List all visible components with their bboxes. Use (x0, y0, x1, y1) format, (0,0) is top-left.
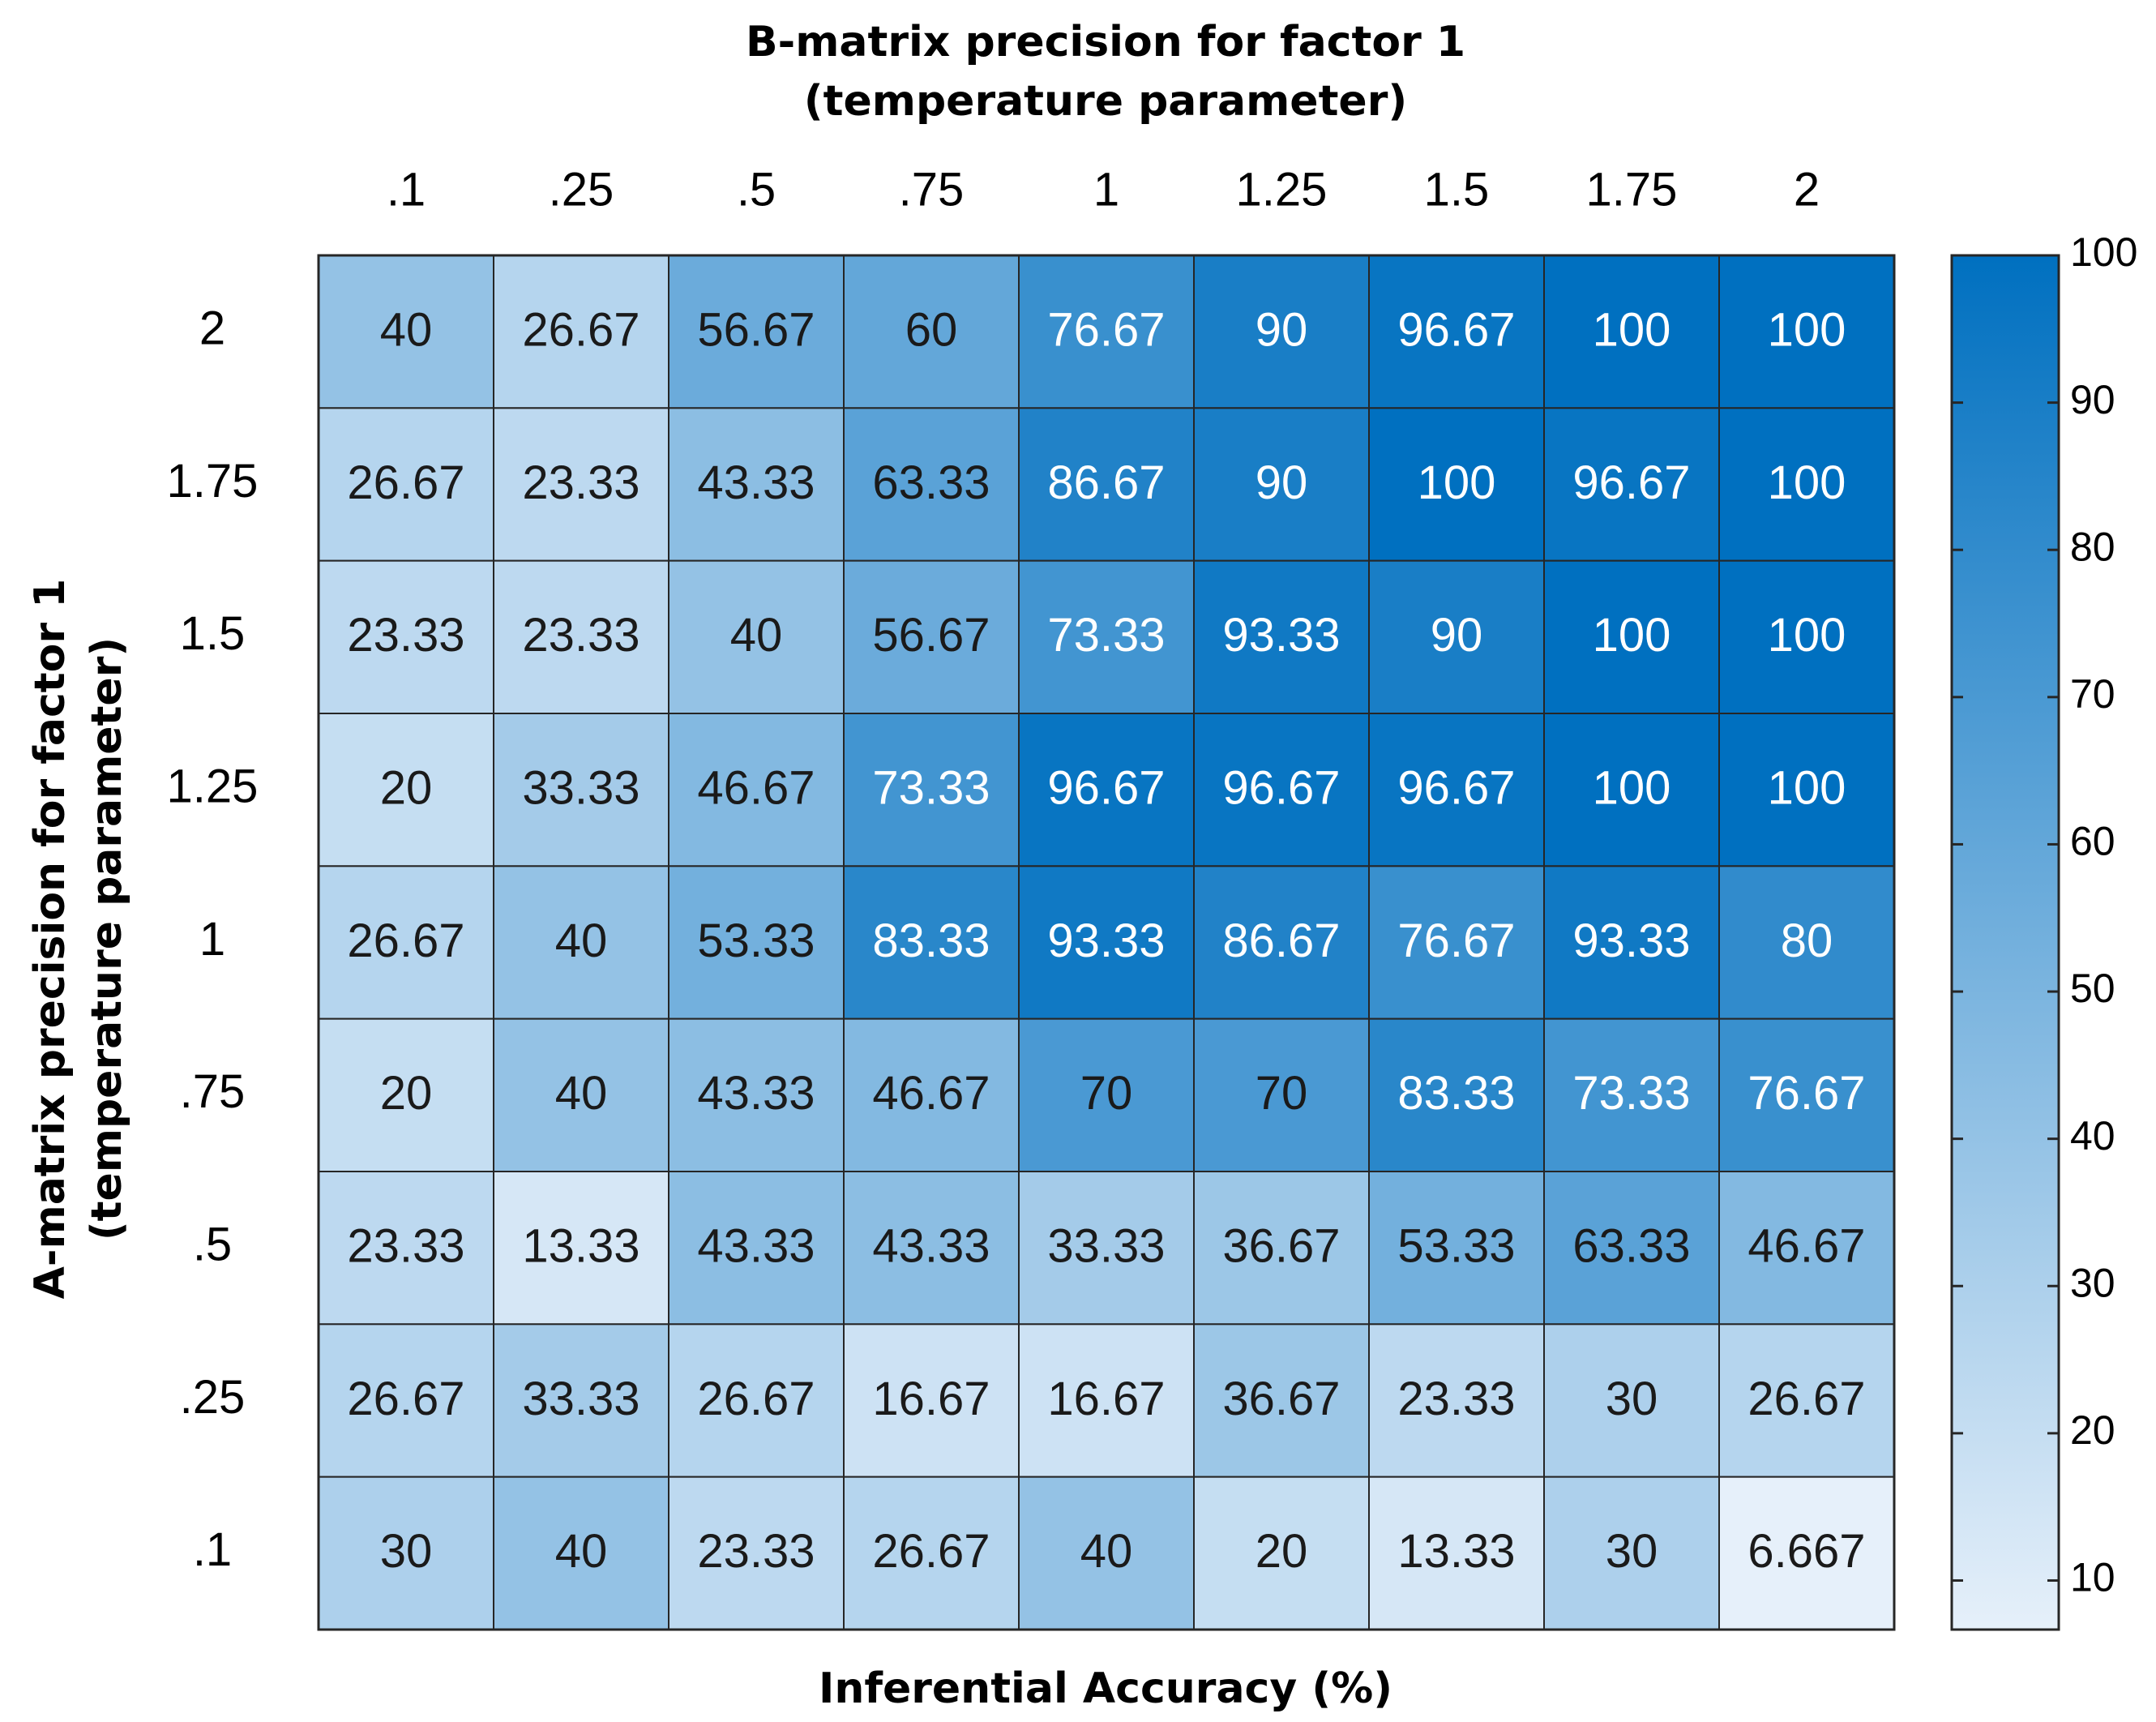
cell-value-label: 23.33 (347, 609, 465, 662)
cell-value-label: 43.33 (697, 456, 815, 509)
y-tick-label: .25 (179, 1370, 246, 1424)
colorbar-tick-label: 100 (2070, 229, 2138, 276)
cell-value-label: 16.67 (1047, 1372, 1166, 1425)
cell-value-label: 16.67 (872, 1372, 990, 1425)
cell-value-label: 30 (1605, 1525, 1658, 1578)
y-axis-label: A-matrix precision for factor 1 (26, 578, 75, 1300)
cell-value-label: 93.33 (1222, 609, 1341, 662)
y-tick-label: 1.5 (179, 607, 246, 661)
cell-value-label: 20 (379, 761, 433, 815)
colorbar-tick-label: 90 (2070, 376, 2115, 422)
cell-value-label: 90 (1255, 303, 1308, 357)
y-tick-label: 1.25 (166, 760, 259, 813)
cell-value-label: 13.33 (522, 1219, 640, 1273)
cell-value-label: 76.67 (1047, 303, 1166, 357)
colorbar-tick-label: 80 (2070, 524, 2115, 570)
cell-value-label: 63.33 (1572, 1219, 1691, 1273)
cell-value-label: 100 (1767, 456, 1846, 509)
cell-value-label: 53.33 (697, 914, 815, 967)
cell-value-label: 13.33 (1397, 1525, 1516, 1578)
cell-value-label: 40 (379, 303, 433, 357)
cell-value-label: 83.33 (1397, 1067, 1516, 1120)
colorbar-tick-label: 50 (2070, 966, 2115, 1012)
y-tick-label: .75 (179, 1065, 246, 1119)
cell-value-label: 56.67 (697, 303, 815, 357)
x-tick-label: 1.75 (1585, 163, 1678, 216)
x-tick-label: .25 (548, 163, 614, 216)
cell-value-label: 40 (1080, 1525, 1133, 1578)
cell-value-label: 23.33 (1397, 1372, 1516, 1425)
colorbar (1952, 255, 2059, 1630)
cell-value-label: 73.33 (1572, 1067, 1691, 1120)
cell-value-label: 26.67 (347, 456, 465, 509)
cell-value-label: 100 (1767, 609, 1846, 662)
colorbar-tick-label: 60 (2070, 818, 2115, 864)
cell-value-label: 6.667 (1747, 1525, 1866, 1578)
cell-value-label: 86.67 (1222, 914, 1341, 967)
cell-value-label: 100 (1592, 761, 1671, 815)
cell-value-label: 63.33 (872, 456, 990, 509)
x-tick-label: .1 (386, 163, 426, 216)
y-tick-label: 1.75 (166, 454, 259, 508)
cell-value-label: 96.67 (1222, 761, 1341, 815)
x-tick-label: .75 (898, 163, 965, 216)
cell-value-label: 26.67 (347, 914, 465, 967)
cell-value-label: 70 (1255, 1067, 1308, 1120)
cell-value-label: 76.67 (1747, 1067, 1866, 1120)
cell-value-label: 43.33 (697, 1067, 815, 1120)
cell-value-label: 26.67 (697, 1372, 815, 1425)
colorbar-tick-label: 10 (2070, 1554, 2115, 1600)
cell-value-label: 73.33 (1047, 609, 1166, 662)
cell-value-label: 76.67 (1397, 914, 1516, 967)
cell-value-label: 43.33 (697, 1219, 815, 1273)
cell-value-label: 23.33 (522, 456, 640, 509)
cell-value-label: 40 (554, 1067, 608, 1120)
cell-value-label: 46.67 (1747, 1219, 1866, 1273)
x-tick-label: 1.25 (1235, 163, 1328, 216)
cell-value-label: 100 (1592, 609, 1671, 662)
chart-subtitle: (temperature parameter) (803, 77, 1408, 126)
cell-value-label: 80 (1780, 914, 1833, 967)
cell-value-label: 23.33 (697, 1525, 815, 1578)
y-tick-label: 1 (199, 912, 226, 966)
cell-value-label: 96.67 (1397, 761, 1516, 815)
cell-value-label: 83.33 (872, 914, 990, 967)
cell-value-label: 96.67 (1572, 456, 1691, 509)
cell-value-label: 30 (1605, 1372, 1658, 1425)
cell-value-label: 23.33 (347, 1219, 465, 1273)
cell-value-label: 33.33 (522, 761, 640, 815)
cell-value-label: 53.33 (1397, 1219, 1516, 1273)
x-tick-label: 1 (1093, 163, 1120, 216)
cell-value-label: 40 (729, 609, 783, 662)
cell-value-label: 33.33 (522, 1372, 640, 1425)
cell-value-label: 40 (554, 914, 608, 967)
cell-value-label: 96.67 (1397, 303, 1516, 357)
cell-value-label: 56.67 (872, 609, 990, 662)
cell-value-label: 100 (1417, 456, 1496, 509)
cell-value-label: 23.33 (522, 609, 640, 662)
cell-value-label: 93.33 (1047, 914, 1166, 967)
x-tick-label: 1.5 (1423, 163, 1490, 216)
cell-value-label: 60 (905, 303, 958, 357)
x-tick-label: 2 (1793, 163, 1820, 216)
cell-value-label: 36.67 (1222, 1219, 1341, 1273)
cell-value-label: 100 (1767, 761, 1846, 815)
colorbar-tick-label: 20 (2070, 1407, 2115, 1454)
cell-value-label: 43.33 (872, 1219, 990, 1273)
cell-value-label: 26.67 (872, 1525, 990, 1578)
cell-value-label: 46.67 (872, 1067, 990, 1120)
cell-value-label: 90 (1430, 609, 1483, 662)
cell-value-label: 26.67 (1747, 1372, 1866, 1425)
colorbar-tick-label: 70 (2070, 671, 2115, 718)
cell-value-label: 100 (1592, 303, 1671, 357)
y-tick-labels (167, 302, 259, 1576)
cell-value-label: 90 (1255, 456, 1308, 509)
y-tick-label: .1 (192, 1523, 233, 1577)
cell-value-label: 46.67 (697, 761, 815, 815)
x-tick-labels (387, 163, 1820, 216)
x-axis-label: Inferential Accuracy (%) (819, 1664, 1392, 1713)
cell-value-label: 26.67 (522, 303, 640, 357)
cell-value-label: 26.67 (347, 1372, 465, 1425)
cell-value-label: 93.33 (1572, 914, 1691, 967)
colorbar-tick-label: 30 (2070, 1260, 2115, 1306)
cell-value-label: 70 (1080, 1067, 1133, 1120)
cell-value-label: 36.67 (1222, 1372, 1341, 1425)
cell-value-label: 73.33 (872, 761, 990, 815)
chart-title: B-matrix precision for factor 1 (745, 18, 1466, 66)
cell-value-label: 20 (1255, 1525, 1308, 1578)
cell-value-label: 33.33 (1047, 1219, 1166, 1273)
cell-value-label: 86.67 (1047, 456, 1166, 509)
cell-value-label: 30 (379, 1525, 433, 1578)
cell-value-label: 20 (379, 1067, 433, 1120)
cell-value-label: 96.67 (1047, 761, 1166, 815)
colorbar-tick-label: 40 (2070, 1112, 2115, 1159)
y-axis-label-line2: (temperature parameter) (83, 636, 131, 1241)
heatmap-cells (319, 255, 1894, 1630)
x-tick-label: .5 (736, 163, 776, 216)
y-tick-label: 2 (199, 302, 226, 355)
cell-value-label: 40 (554, 1525, 608, 1578)
y-tick-label: .5 (192, 1218, 233, 1271)
cell-value-label: 100 (1767, 303, 1846, 357)
